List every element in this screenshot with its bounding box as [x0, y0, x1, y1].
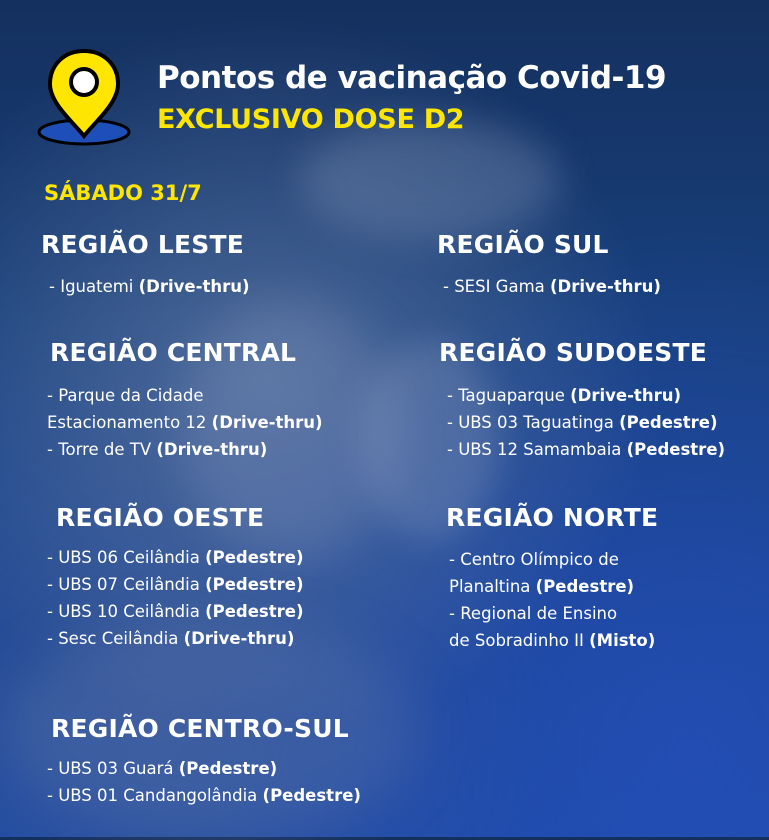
list-item: Estacionamento 12 (Drive-thru): [47, 413, 323, 432]
list-item: - UBS 06 Ceilândia (Pedestre): [47, 548, 304, 567]
list-item: - SESI Gama (Drive-thru): [443, 277, 661, 296]
list-item: Planaltina (Pedestre): [449, 577, 635, 596]
region-title: REGIÃO OESTE: [56, 503, 265, 532]
list-item: - Taguaparque (Drive-thru): [447, 386, 681, 405]
region-norte: [446, 503, 658, 654]
region-central: [47, 338, 323, 463]
region-title: REGIÃO LESTE: [41, 230, 244, 259]
list-item: - UBS 12 Samambaia (Pedestre): [447, 440, 726, 459]
list-item: - Iguatemi (Drive-thru): [49, 277, 250, 296]
region-title: REGIÃO NORTE: [446, 503, 659, 532]
page-subtitle: EXCLUSIVO DOSE D2: [157, 104, 465, 135]
page-title: Pontos de vacinação Covid-19: [157, 60, 667, 96]
region-centro-sul: [47, 714, 361, 809]
list-item: - Centro Olímpico de: [449, 550, 619, 569]
background-shape: [300, 120, 560, 240]
list-item: - Torre de TV (Drive-thru): [47, 440, 268, 459]
region-title: REGIÃO CENTRO-SUL: [51, 714, 349, 743]
region-sul: [437, 230, 661, 300]
location-pin-icon: [36, 47, 132, 147]
list-item: - Parque da Cidade: [47, 386, 204, 405]
list-item: de Sobradinho II (Misto): [449, 631, 656, 650]
region-oeste: [47, 503, 304, 652]
region-sudoeste: [439, 338, 725, 463]
list-item: - UBS 03 Guará (Pedestre): [47, 759, 278, 778]
list-item: - UBS 07 Ceilândia (Pedestre): [47, 575, 304, 594]
date-label: SÁBADO 31/7: [44, 181, 202, 205]
list-item: - Regional de Ensino: [449, 604, 618, 623]
list-item: - UBS 10 Ceilândia (Pedestre): [47, 602, 304, 621]
region-leste: [41, 230, 250, 300]
list-item: - UBS 03 Taguatinga (Pedestre): [447, 413, 718, 432]
list-item: - Sesc Ceilândia (Drive-thru): [47, 629, 295, 648]
region-title: REGIÃO SUL: [437, 230, 609, 259]
list-item: - UBS 01 Candangolândia (Pedestre): [47, 786, 361, 805]
region-title: REGIÃO CENTRAL: [50, 338, 297, 367]
region-title: REGIÃO SUDOESTE: [439, 338, 707, 367]
